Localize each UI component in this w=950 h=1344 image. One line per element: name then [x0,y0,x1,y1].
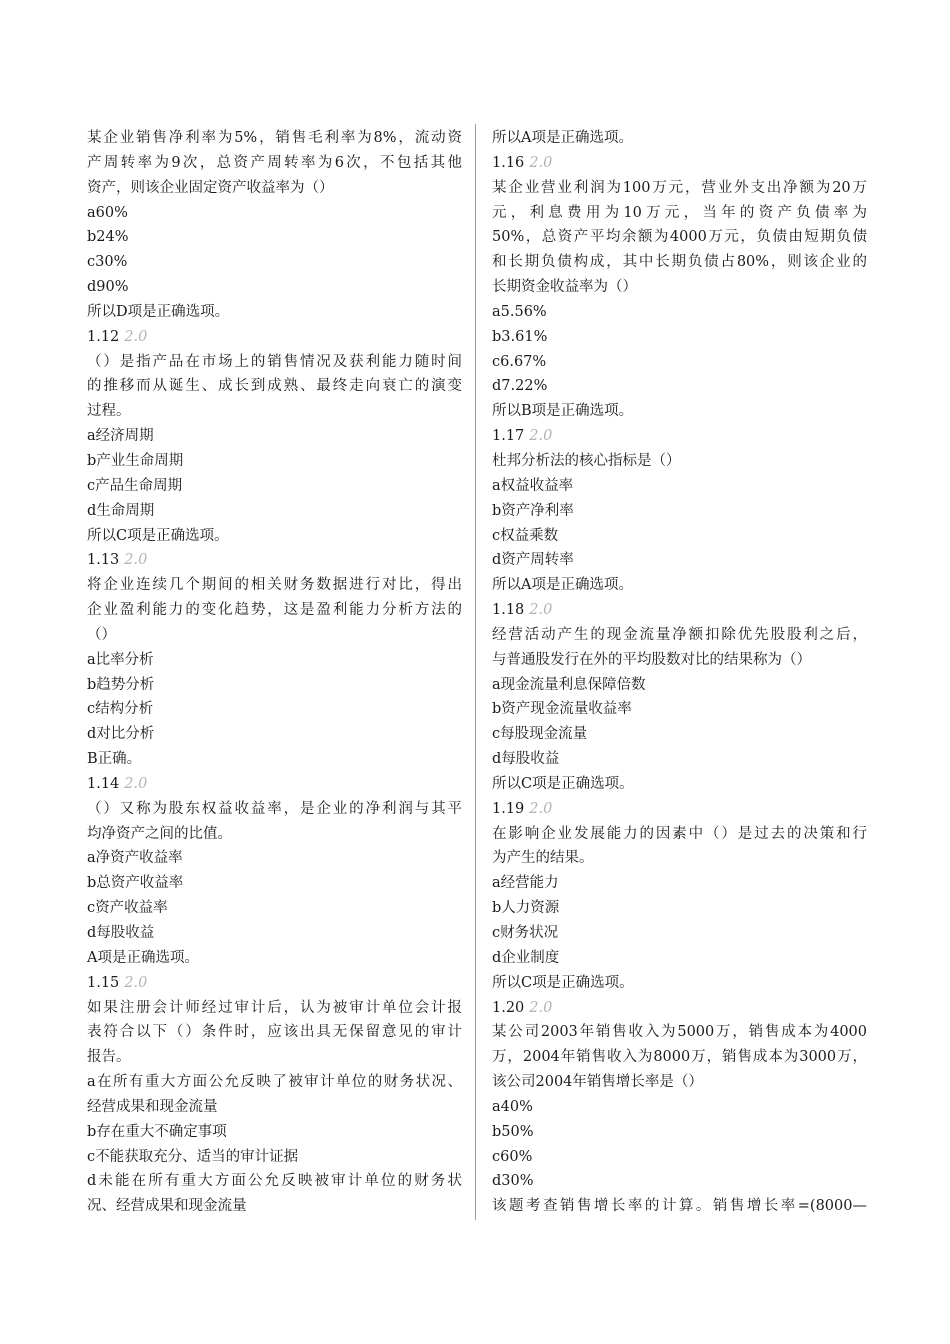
question-number [492,424,867,449]
line-text: （）是指产品在市场上的销售情况及获利能力随时间 [87,353,462,370]
line-text: a经济周期 [87,428,154,445]
left-column [87,126,462,1219]
line-text: 万，2004年销售收入为8000万，销售成本为3000万， [492,1049,867,1066]
line-text: 的推移而从诞生、成长到成熟、最终走向衰亡的演变 [87,378,462,395]
text-line [87,300,462,325]
line-text: c不能获取充分、适当的审计证据 [87,1148,299,1165]
line-text: 1.15 [87,974,120,991]
text-line [492,548,867,573]
text-line [492,871,867,896]
line-text: 某公司2003年销售收入为5000万，销售成本为4000 [492,1024,867,1041]
question-score: 2.0 [124,775,148,792]
text-line [87,399,462,424]
line-text: c财务状况 [492,925,559,941]
line-text: （）又称为股东权益收益率，是企业的净利润与其平 [87,800,462,817]
question-number [492,797,867,822]
line-text: 元，利息费用为10万元，当年的资产负债率为 [492,204,867,221]
line-text: a60% [87,204,128,221]
text-line [492,623,867,648]
text-line [87,846,462,871]
text-line [87,474,462,499]
text-line [87,524,462,549]
text-line [87,1145,462,1170]
line-text: 所以D项是正确选项。 [87,303,230,320]
line-text: 1.14 [87,775,120,792]
text-line [492,1194,867,1219]
text-line [492,1169,867,1194]
line-text: 长期资金收益率为（） [492,279,637,296]
line-text: b总资产收益率 [87,875,184,892]
text-line [87,1169,462,1194]
question-number [492,996,867,1021]
text-line [87,176,462,201]
question-score: 2.0 [529,602,553,619]
line-text: b人力资源 [492,900,560,917]
question-number [87,325,462,350]
text-line [87,896,462,921]
text-line [492,697,867,722]
text-line [492,846,867,871]
line-text: 所以B项是正确选项。 [492,403,634,420]
line-text: c30% [87,254,128,271]
question-score: 2.0 [124,974,148,991]
text-line [492,399,867,424]
text-line [492,176,867,201]
text-line [492,524,867,549]
line-text: d7.22% [492,378,548,395]
line-text: 如果注册会计师经过审计后，认为被审计单位会计报 [87,999,462,1016]
right-column [492,126,867,1219]
line-text: b24% [87,229,129,246]
line-text: d每股收益 [492,751,560,768]
line-text: 1.16 [492,154,525,171]
line-text: 在影响企业发展能力的因素中（）是过去的决策和行 [492,825,867,842]
text-line [87,623,462,648]
line-text: 1.17 [492,428,525,445]
line-text: 所以C项是正确选项。 [87,527,229,544]
text-line [87,1095,462,1120]
text-line [492,300,867,325]
text-line [87,275,462,300]
text-line [492,126,867,151]
question-score: 2.0 [529,154,553,171]
text-line [492,499,867,524]
line-text: 产周转率为9次，总资产周转率为6次，不包括其他 [87,154,462,171]
line-text: c产品生命周期 [87,477,183,494]
line-text: 与普通股发行在外的平均股数对比的结果称为（） [492,651,811,668]
text-line [87,673,462,698]
line-text: c权益乘数 [492,527,559,544]
question-score: 2.0 [529,999,553,1016]
line-text: c资产收益率 [87,900,168,917]
line-text: 经营成果和现金流量 [87,1098,218,1115]
line-text: c结构分析 [87,701,154,718]
text-line [492,1095,867,1120]
text-line [87,499,462,524]
line-text: 资产，则该企业固定资产收益率为（） [87,179,334,196]
text-line [87,573,462,598]
line-text: c每股现金流量 [492,726,588,743]
line-text: 所以C项是正确选项。 [492,775,634,792]
line-text: b3.61% [492,328,548,345]
line-text: 所以C项是正确选项。 [492,974,634,991]
line-text: 1.19 [492,800,525,817]
text-line [492,1145,867,1170]
text-line [87,225,462,250]
text-line [492,921,867,946]
line-text: b资产现金流量收益率 [492,701,632,718]
question-score: 2.0 [124,328,148,345]
text-line [87,797,462,822]
line-text: b存在重大不确定事项 [87,1123,227,1140]
text-line [492,1020,867,1045]
text-line [492,449,867,474]
line-text: 企业盈利能力的变化趋势，这是盈利能力分析方法的 [87,602,462,619]
text-line [87,1020,462,1045]
text-line [492,896,867,921]
line-text: b资产净利率 [492,502,574,519]
text-line [87,1120,462,1145]
line-text: 所以A项是正确选项。 [492,577,633,594]
line-text: d资产周转率 [492,552,574,569]
text-line [492,474,867,499]
line-text: 杜邦分析法的核心指标是（） [492,452,681,469]
line-text: a比率分析 [87,651,154,668]
line-text: 将企业连续几个期间的相关财务数据进行对比，得出 [87,577,462,594]
line-text: a现金流量利息保障倍数 [492,676,646,693]
line-text: 表符合以下（）条件时，应该出具无保留意见的审计 [87,1024,462,1041]
line-text: d企业制度 [492,949,560,966]
question-number [492,598,867,623]
question-score: 2.0 [124,552,148,569]
text-line [87,648,462,673]
line-text: 某企业销售净利率为5%，销售毛利率为8%，流动资 [87,130,462,146]
text-line [492,573,867,598]
text-line [492,350,867,375]
question-score: 2.0 [529,800,553,817]
text-line [492,1120,867,1145]
line-text: 报告。 [87,1049,131,1066]
line-text: 50%，总资产平均余额为4000万元，负债由短期负债 [492,229,867,246]
line-text: b产业生命周期 [87,452,184,469]
line-text: 和长期负债构成，其中长期负债占80%，则该企业的 [492,254,867,271]
text-line [87,449,462,474]
text-line [87,201,462,226]
line-text: 该公司2004年销售增长率是（） [492,1074,703,1091]
text-line [87,151,462,176]
text-line [87,722,462,747]
line-text: d未能在所有重大方面公允反映被审计单位的财务状 [87,1173,462,1190]
line-text: B正确。 [87,751,142,768]
line-text: d每股收益 [87,925,155,941]
line-text: a净资产收益率 [87,850,183,867]
line-text: a在所有重大方面公允反映了被审计单位的财务状况、 [87,1074,462,1091]
line-text: 某企业营业利润为100万元，营业外支出净额为20万 [492,179,867,196]
line-text: A项是正确选项。 [87,949,199,966]
line-text: 均净资产之间的比值。 [87,825,232,842]
line-text: b趋势分析 [87,676,155,693]
text-line [492,648,867,673]
column-divider [475,124,476,1220]
text-line [87,598,462,623]
text-line [492,722,867,747]
text-line [87,250,462,275]
question-score: 2.0 [529,428,553,445]
line-text: （） [87,626,116,643]
text-line [492,772,867,797]
text-line [87,126,462,151]
line-text: 1.12 [87,328,120,345]
text-line [87,921,462,946]
line-text: a经营能力 [492,875,559,892]
line-text: c6.67% [492,353,547,370]
text-line [492,1045,867,1070]
line-text: a5.56% [492,303,547,320]
text-line [492,225,867,250]
line-text: 1.18 [492,602,525,619]
line-text: 1.20 [492,999,525,1016]
text-line [492,747,867,772]
line-text: 1.13 [87,552,120,569]
text-line [87,747,462,772]
text-line [492,1070,867,1095]
text-line [492,971,867,996]
text-line [87,1194,462,1219]
text-line [492,822,867,847]
text-line [492,201,867,226]
text-line [87,1070,462,1095]
text-line [492,275,867,300]
line-text: d90% [87,279,129,296]
line-text: a40% [492,1098,533,1115]
text-line [492,325,867,350]
line-text: d生命周期 [87,502,155,519]
text-line [492,250,867,275]
text-line [492,374,867,399]
text-line [492,673,867,698]
line-text: d对比分析 [87,726,155,743]
line-text: 所以A项是正确选项。 [492,130,633,146]
line-text: 为产生的结果。 [492,850,594,867]
text-line [87,946,462,971]
text-line [492,946,867,971]
line-text: 况、经营成果和现金流量 [87,1198,247,1215]
line-text: a权益收益率 [492,477,574,494]
line-text: 该题考查销售增长率的计算。销售增长率=(8000— [492,1198,867,1215]
line-text: 过程。 [87,403,131,420]
question-number [87,971,462,996]
text-line [87,374,462,399]
text-line [87,871,462,896]
line-text: 经营活动产生的现金流量净额扣除优先股股利之后， [492,626,867,643]
line-text: c60% [492,1148,533,1165]
question-number [87,548,462,573]
text-line [87,1045,462,1070]
text-line [87,350,462,375]
text-line [87,424,462,449]
question-number [492,151,867,176]
text-line [87,697,462,722]
text-line [87,996,462,1021]
text-line [87,822,462,847]
line-text: d30% [492,1173,534,1190]
line-text: b50% [492,1123,534,1140]
question-number [87,772,462,797]
